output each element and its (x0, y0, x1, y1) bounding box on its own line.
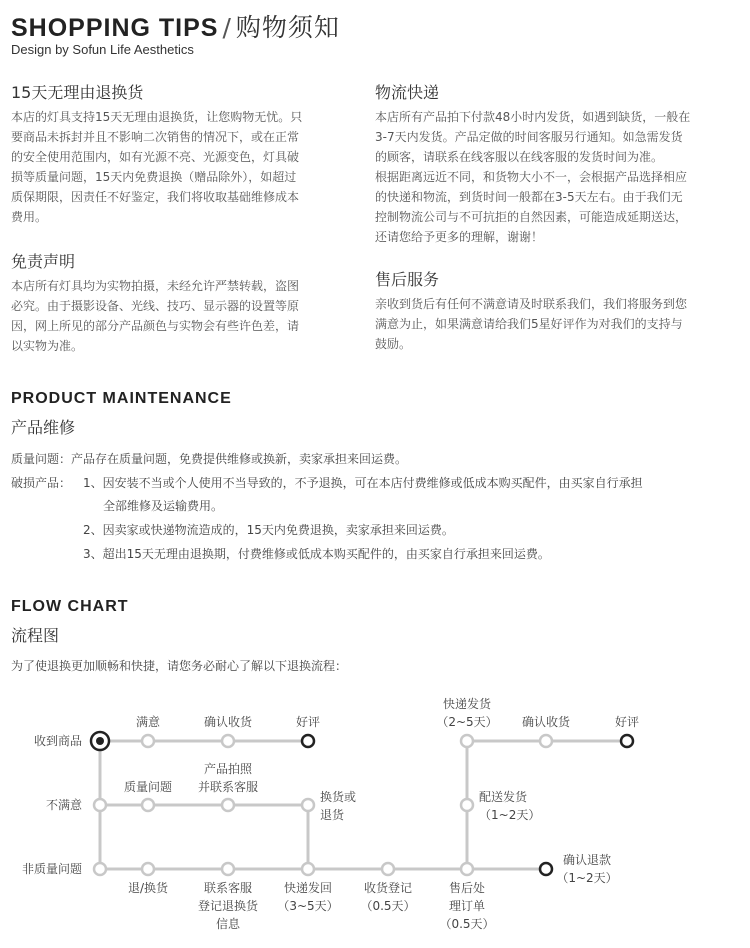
title-slash: / (222, 13, 232, 42)
logistics-line: 的快递和物流，到货时间一般都在3-5天左右。由于我们无 (375, 190, 683, 204)
return-policy-line: 损等质量问题，15天内免费退换（赠品除外），如超过 (11, 170, 297, 184)
label-receive-1: 收货登记 (363, 881, 413, 895)
quality-label: 质量问题： (11, 452, 72, 466)
damage-item-1: 1、因安装不当或个人使用不当导致的，不予退换，可在本店付费维修或低成本购买配件，由买家自行承担 (83, 476, 643, 490)
page-subtitle: Design by Sofun Life Aesthetics (11, 42, 194, 57)
label-contact-3: 信息 (215, 917, 241, 931)
after-sales-line: 鼓励。 (375, 337, 412, 351)
after-sales-line: 满意为止，如果满意请给我们5星好评作为对我们的支持与 (375, 317, 683, 331)
row-label-unsatisfied: 不满意 (45, 798, 82, 812)
node-quality-issue (142, 799, 154, 811)
label-receive-2: （0.5天） (360, 899, 416, 913)
quality-text: 产品存在质量问题，免费提供维修或换新，卖家承担来回运费。 (71, 452, 408, 466)
label-express-2: （2~5天） (436, 715, 498, 729)
terminal-confirm-refund (540, 863, 552, 875)
label-confirm-receipt-2: 确认收货 (521, 715, 571, 729)
after-sales-heading: 售后服务 (375, 270, 440, 289)
terminal-good-review (302, 735, 314, 747)
label-exchange-2: 退货 (320, 808, 345, 822)
label-good-review: 好评 (295, 715, 321, 729)
disclaimer-line: 以实物为准。 (11, 339, 84, 353)
flow-connectors (100, 741, 627, 869)
flow-heading-en: FLOW CHART (11, 598, 129, 615)
damage-item-1-cont: 全部维修及运输费用。 (103, 499, 224, 513)
label-quality-issue: 质量问题 (123, 780, 173, 794)
damage-item-2: 2、因卖家或快递物流造成的，15天内免费退换，卖家承担来回运费。 (83, 523, 454, 537)
title-zh: 购物须知 (235, 13, 340, 42)
label-confirm-receipt: 确认收货 (203, 715, 253, 729)
label-courier-1: 快递发回 (283, 881, 333, 895)
logistics-line: 3-7天内发货。产品定做的时间客服另行通知。如急需发货 (375, 130, 683, 144)
label-refund-1: 确认退款 (562, 853, 612, 867)
node-return-exchange (142, 863, 154, 875)
label-good-review-2: 好评 (614, 715, 640, 729)
node-non-quality (94, 863, 106, 875)
label-contact-2: 登记退换货 (197, 899, 259, 913)
node-after-sales (461, 863, 473, 875)
after-sales-line: 亲收到货后有任何不满意请及时联系我们，我们将服务到您 (375, 297, 688, 311)
node-photo-contact (222, 799, 234, 811)
return-policy-line: 费用。 (11, 210, 48, 224)
node-satisfied (142, 735, 154, 747)
node-confirm-receipt-2 (540, 735, 552, 747)
label-refund-2: （1~2天） (556, 871, 618, 885)
node-unsatisfied (94, 799, 106, 811)
row-label-non-quality: 非质量问题 (21, 862, 82, 876)
logistics-line: 根据距离远近不同，和货物大小不一，会根据产品选择相应 (375, 170, 688, 184)
return-policy-line: 本店的灯具支持15天无理由退换货，让您购物无忧。只 (11, 110, 303, 124)
return-policy-heading: 15天无理由退换货 (11, 83, 144, 102)
row-label-received: 收到商品 (33, 734, 82, 748)
label-contact-1: 联系客服 (203, 881, 253, 895)
node-contact-register (222, 863, 234, 875)
return-policy-line: 要商品未拆封并且不影响二次销售的情况下，或在正常 (11, 130, 300, 144)
disclaimer-line: 因，网上所见的部分产品颜色与实物会有些许色差，请 (11, 319, 300, 333)
label-exchange-1: 换货或 (320, 790, 357, 804)
return-policy-line: 质保期限，因责任不好鉴定，我们将收取基础维修成本 (11, 190, 300, 204)
label-after-sales-2: 理订单 (448, 899, 486, 913)
flow-intro: 为了使退换更加顺畅和快捷，请您务必耐心了解以下退换流程： (11, 659, 348, 673)
node-exchange-or-return (302, 799, 314, 811)
damage-label: 破损产品： (11, 476, 72, 490)
label-deliver-1: 配送发货 (479, 790, 528, 804)
logistics-line: 控制物流公司与不可抗拒的自然因素，可能造成延期送达， (375, 210, 688, 224)
logistics-line: 还请您给予更多的理解，谢谢！ (375, 230, 544, 244)
label-courier-2: （3~5天） (277, 899, 339, 913)
terminal-good-review-2 (621, 735, 633, 747)
title-en: SHOPPING TIPS (11, 14, 219, 42)
disclaimer-heading: 免责声明 (11, 252, 76, 271)
return-policy-line: 的安全使用范围内，如有光源不亮、光源变色，灯具破 (11, 150, 300, 164)
node-receive-register (382, 863, 394, 875)
maintenance-heading-en: PRODUCT MAINTENANCE (11, 390, 232, 407)
node-express-ship (461, 735, 473, 747)
label-after-sales-3: （0.5天） (439, 917, 495, 931)
label-deliver-2: （1~2天） (479, 808, 541, 822)
label-return-exchange: 退/换货 (127, 881, 169, 895)
label-satisfied: 满意 (135, 715, 161, 729)
flow-heading-zh: 流程图 (11, 626, 60, 645)
disclaimer-line: 必究。由于摄影设备、光线、技巧、显示器的设置等原 (11, 299, 300, 313)
node-courier-return (302, 863, 314, 875)
label-photo-1: 产品拍照 (203, 762, 253, 776)
damage-item-3: 3、超出15天无理由退换期，付费维修或低成本购买配件的，由买家自行承担来回运费。 (83, 547, 550, 561)
label-photo-2: 并联系客服 (197, 780, 259, 794)
node-deliver (461, 799, 473, 811)
logistics-heading: 物流快递 (375, 83, 440, 102)
start-node-dot (96, 737, 104, 745)
node-confirm-receipt (222, 735, 234, 747)
label-after-sales-1: 售后处 (448, 881, 486, 895)
logistics-line: 本店所有产品拍下付款48小时内发货，如遇到缺货，一般在 (375, 110, 691, 124)
label-express-1: 快递发货 (442, 697, 492, 711)
disclaimer-line: 本店所有灯具均为实物拍摄，未经允许严禁转载，盗图 (11, 279, 300, 293)
maintenance-heading-zh: 产品维修 (11, 418, 76, 437)
logistics-line: 的顾客，请联系在线客服以在线客服的发货时间为准。 (375, 150, 664, 164)
